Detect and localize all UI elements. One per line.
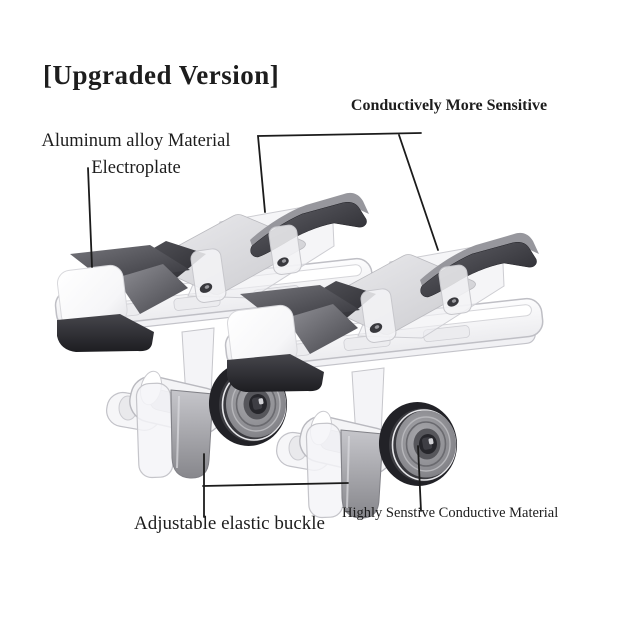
page-title: [Upgraded Version]	[43, 60, 280, 90]
callout-label-sensitivity: Conductively More Sensitive	[350, 97, 548, 114]
callout-label-material-line1: Aluminum alloy Material	[41, 131, 231, 151]
callout-label-material-line2: Electroplate	[91, 158, 181, 178]
leader-sensitivity-right	[399, 135, 438, 250]
callout-label-buckle: Adjustable elastic buckle	[134, 513, 325, 534]
callout-label-material	[18, 128, 254, 182]
callout-label-conductive-material: Highly Senstive Conductive Material	[342, 505, 559, 521]
